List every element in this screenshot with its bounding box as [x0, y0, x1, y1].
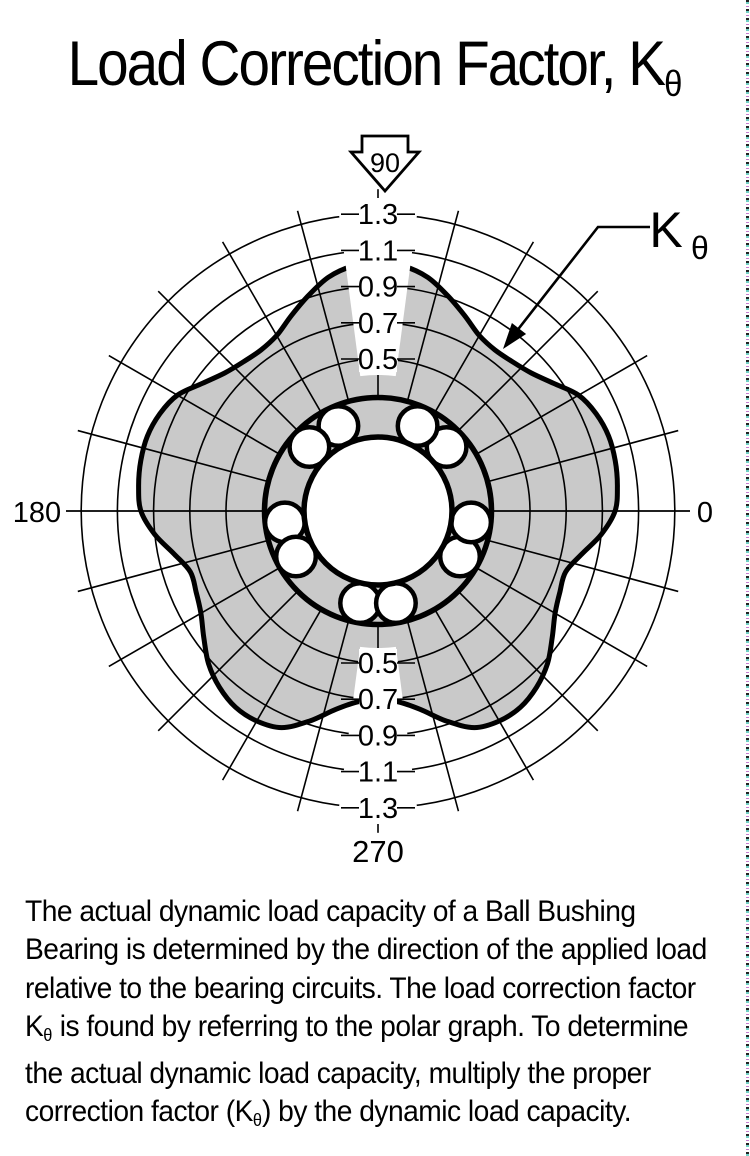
svg-text:1.3: 1.3: [357, 792, 399, 825]
svg-text:0.9: 0.9: [357, 720, 399, 753]
bearing-bore: [304, 437, 452, 585]
angle-label-0: [697, 497, 713, 529]
description-line: the actual dynamic load capacity, multiply the proper: [25, 1056, 651, 1090]
bearing-ball: [376, 583, 416, 623]
description-line: correction factor $(K_\theta)$ by the dynamic load capacity.: [25, 1095, 632, 1131]
svg-text:0.7: 0.7: [357, 307, 399, 340]
description-paragraph: [25, 893, 750, 1140]
svg-text:1.1: 1.1: [357, 235, 399, 268]
page-title-text: Load Correction Factor, K: [67, 29, 665, 99]
svg-text:0.5: 0.5: [357, 344, 399, 376]
svg-text:θ: θ: [691, 230, 709, 266]
svg-text:90: 90: [369, 148, 401, 178]
load-direction-arrow: [351, 136, 419, 191]
angle-label-270: [352, 834, 404, 869]
description-line: relative to the bearing circuits. The load correction factor: [25, 971, 696, 1005]
description-line: $K_\theta$ is found by referring to the polar graph. To determine: [25, 1010, 689, 1046]
svg-text:0.5: 0.5: [357, 648, 399, 680]
description-line: Bearing is determined by the direction of the applied load: [25, 933, 707, 967]
description-line: The actual dynamic load capacity of a Ball Bushing: [25, 895, 636, 928]
svg-text:1.3: 1.3: [357, 199, 399, 232]
svg-text:1.1: 1.1: [357, 756, 399, 789]
page-title-subscript: θ: [664, 62, 683, 104]
svg-text:0.9: 0.9: [357, 271, 399, 304]
svg-text:180: 180: [12, 497, 62, 529]
svg-text:270: 270: [352, 834, 404, 869]
k-theta-callout: [503, 202, 709, 349]
page-edge-dashed-border: [746, 0, 749, 1156]
bearing-ball: [451, 503, 491, 543]
svg-text:0.7: 0.7: [357, 684, 399, 717]
svg-text:K: K: [649, 202, 683, 258]
bearing-cross-section: [265, 398, 492, 625]
svg-text:0: 0: [696, 497, 714, 529]
angle-label-180: [13, 497, 61, 529]
